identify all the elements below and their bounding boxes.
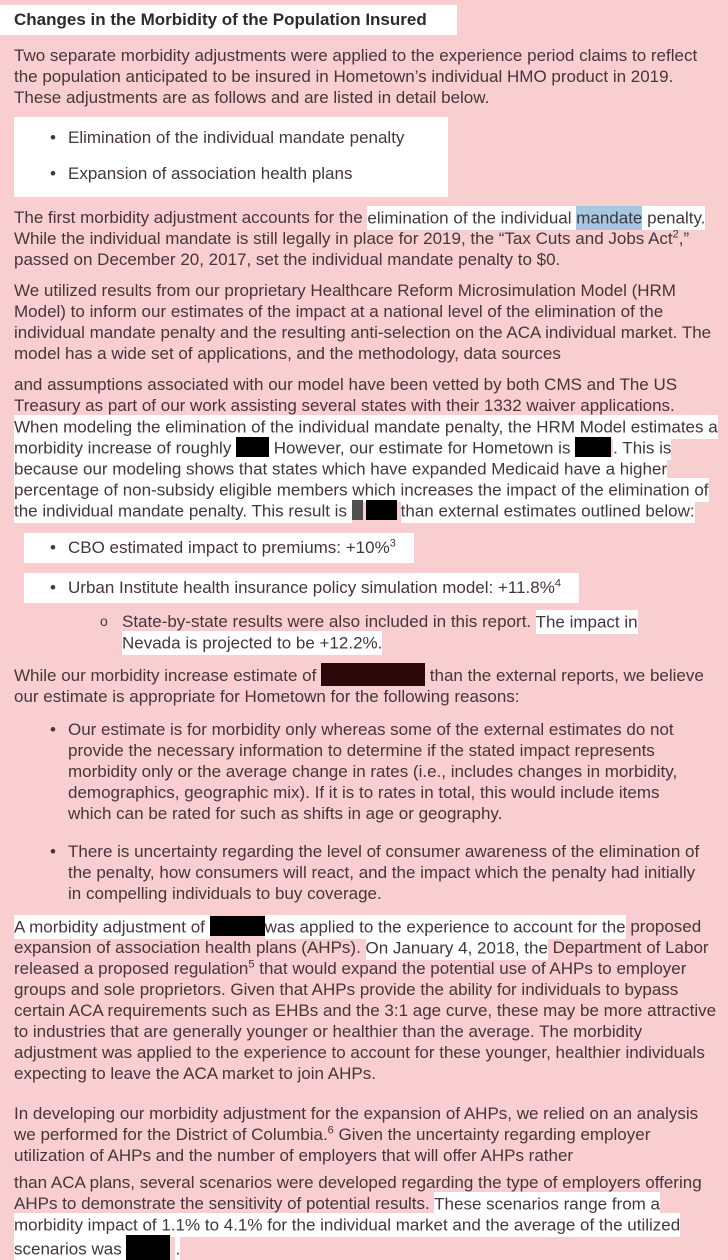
text-segment: State-by-state results were also included in this report. <box>122 612 536 631</box>
reasons-list <box>0 719 728 904</box>
section-title <box>0 5 457 35</box>
section-title-text: Changes in the Morbidity of the Population Insured <box>14 10 427 29</box>
paragraph-ahp-adjustment <box>0 916 728 1084</box>
list-item <box>14 163 448 184</box>
paragraph-dc-analysis <box>0 1103 728 1166</box>
bullet-icon: • <box>50 842 56 861</box>
redaction-box <box>366 500 397 520</box>
blue-selection-highlight: mandate <box>576 206 642 230</box>
text-segment: proposed expansion of association health plans (AHPs). <box>14 917 702 957</box>
sub-bullet-item <box>100 611 728 653</box>
circle-bullet-icon: o <box>100 613 108 629</box>
bullet-icon: • <box>50 164 56 183</box>
paragraph-while-estimate <box>0 663 728 707</box>
redaction-box-wide <box>321 663 425 686</box>
list-item-label <box>68 537 396 558</box>
footnote-ref-6: 6 <box>327 1124 334 1137</box>
redaction-box <box>236 437 269 457</box>
white-highlight: When modeling the elimination of the individual mandate penalty, the HRM Model estimates a morbidity increase of roughly <box>14 415 718 460</box>
list-item-text: CBO estimated impact to premiums: +10% <box>68 538 390 557</box>
text-segment: Given the uncertainty regarding employer utilization of AHPs and the number of employers that will offer AHPs rather <box>14 1125 651 1165</box>
adjustments-list <box>14 117 448 197</box>
white-highlight: However, our estimate for Hometown is <box>269 436 575 460</box>
list-item-label <box>68 577 561 598</box>
white-highlight: . <box>175 1237 180 1260</box>
footnote-ref-4: 4 <box>554 577 561 590</box>
text-segment: and assumptions associated with our model have been vetted by both CMS and The US Treasury as part of our work assisting several states with their 1332 waiver applications. <box>14 375 678 415</box>
footnote-ref-5: 5 <box>248 958 255 971</box>
redaction-box <box>126 1235 170 1260</box>
paragraph-first-adjustment <box>0 207 728 270</box>
paragraph-vetted <box>0 374 728 521</box>
white-highlight: penalty. <box>642 206 705 230</box>
list-item <box>0 719 706 824</box>
text-segment: In developing our morbidity adjustment for the expansion of AHPs, we relied on an analysis we performed for the District of Columbia. <box>14 1104 699 1144</box>
sub-bullet-label <box>122 611 697 653</box>
white-highlight: . This is because our modeling shows that states which have expanded Medicaid have a higher percentage of non-subsidy eligible members which increases the impact of the elimination of the individual mandate penalty. This result is <box>14 436 709 523</box>
footnote-ref-2: 2 <box>672 228 679 241</box>
white-highlight: A morbidity adjustment of <box>14 915 210 939</box>
list-item-label: Expansion of association health plans <box>68 164 353 183</box>
text-segment: We utilized results from our proprietary Healthcare Reform Microsimulation Model (HRM Model) to inform our estimates of the impact at a national level of the elimination of the individual mandate penalty and the resulting anti-selection on the ACA individual market. The model has a wide set of applications, and the methodology, data sources <box>14 281 712 363</box>
redaction-box <box>575 437 611 457</box>
redaction-box <box>210 916 265 936</box>
redaction-box-gray <box>352 500 363 520</box>
white-highlight: elimination of the individual <box>367 206 576 230</box>
list-item <box>0 841 706 904</box>
bullet-icon: • <box>50 720 56 739</box>
external-estimate-item <box>24 573 579 603</box>
text-segment: While our morbidity increase estimate of <box>14 666 322 685</box>
external-estimate-item <box>24 533 414 563</box>
list-item-label: There is uncertainty regarding the level of consumer awareness of the elimination of the penalty, how consumers will react, and the impact which the penalty had initially in compelling individuals to buy coverage. <box>68 842 700 903</box>
text-segment: than ACA plans, several scenarios were developed regarding the type of employers offering AHPs to demonstrate the sensitivity of potential results. <box>14 1173 702 1213</box>
bullet-icon: • <box>50 578 56 597</box>
paragraph-intro <box>0 45 728 108</box>
footnote-ref-3: 3 <box>389 537 396 550</box>
text-segment: ,” passed on December 20, 2017, set the individual mandate penalty to $0. <box>14 229 690 269</box>
text-segment: The first morbidity adjustment accounts for the <box>14 208 368 227</box>
intro-text: Two separate morbidity adjustments were applied to the experience period claims to reflect the population anticipated to be insured in Hometown’s individual HMO product in 2019. These adjustments are as follows and are listed in detail below. <box>14 46 698 107</box>
white-highlight: than external estimates outlined below: <box>401 499 695 523</box>
white-highlight: These scenarios range from a morbidity impact of 1.1% to 4.1% for the individual market and the average of the utilized scenarios was <box>14 1192 680 1260</box>
text-segment: that would expand the potential use of AHPs to employer groups and sole proprietors. Given that AHPs provide the ability for individuals to bypass certain ACA requirements such as EHBs and the 3:1 age curve, these may be more attractive to industries that are generally younger or healthier than the average. The morbidity adjustment was applied to the experience to account for these younger, healthier individuals expecting to leave the ACA market to join AHPs. <box>14 959 717 1083</box>
list-item-label: Our estimate is for morbidity only whereas some of the external estimates do not provide the necessary information to determine if the stated impact represents morbidity only or the average change in rates (i.e., includes changes in morbidity, demographics, geographic mix). If it is to rates in total, this would include items which can be rated for such as shifts in age or geography. <box>68 720 678 823</box>
white-highlight: On January 4, 2018, the <box>366 936 548 960</box>
paragraph-scenarios <box>0 1172 728 1260</box>
list-item-text: Urban Institute health insurance policy simulation model: +11.8% <box>68 578 555 597</box>
list-item <box>14 127 448 148</box>
bullet-icon: • <box>50 128 56 147</box>
text-segment: While the individual mandate is still legally in place for 2019, the “Tax Cuts and Jobs Act <box>14 229 673 248</box>
text-segment: than the external reports, we believe our estimate is appropriate for Hometown for the following reasons: <box>14 666 704 706</box>
white-highlight: The impact in Nevada is projected to be +12.2%. <box>122 610 638 655</box>
paragraph-hrm-model <box>0 280 728 364</box>
text-segment: Department of Labor released a proposed regulation <box>14 938 709 978</box>
bullet-icon: • <box>50 538 56 557</box>
list-item-label: Elimination of the individual mandate penalty <box>68 128 405 147</box>
white-highlight: was applied to the experience to account for the <box>265 915 626 939</box>
